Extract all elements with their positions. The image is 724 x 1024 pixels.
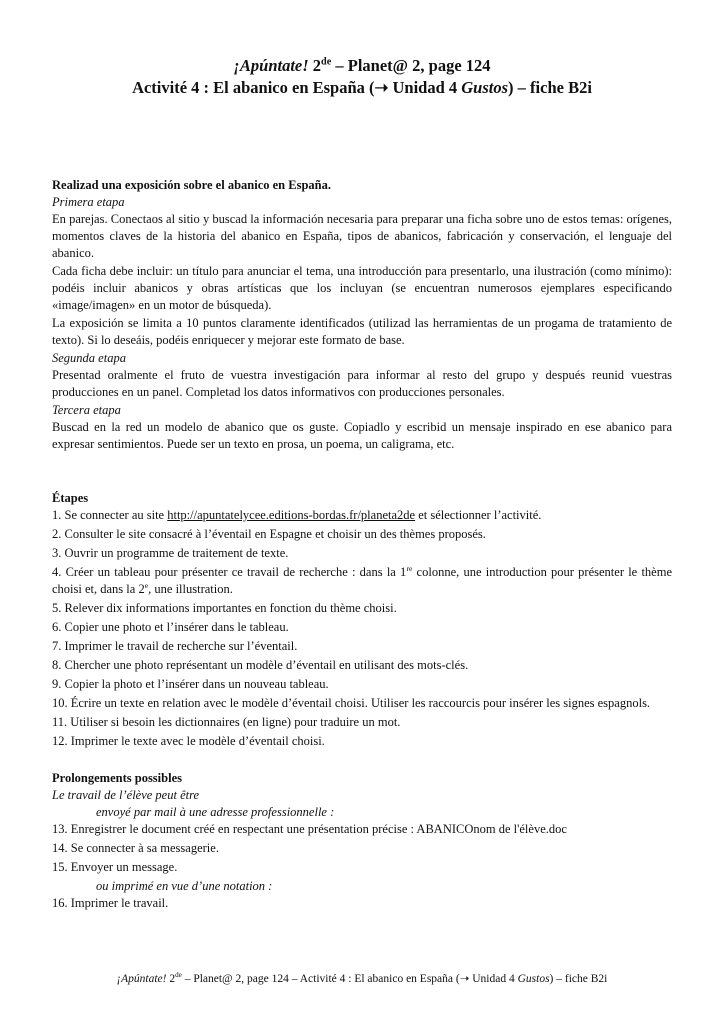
stage-3-paragraph: Buscad en la red un modelo de abanico que os guste. Copiadlo y escribid un mensaje inspirado en ese abanico para expresar sentimientos. Puede ser un texto en prosa, un poema, un caligrama, etc.: [52, 420, 672, 451]
header-level: 2: [312, 56, 322, 75]
footer-brand: ¡Apúntate!: [116, 973, 167, 985]
step-1: [52, 507, 672, 524]
step-3: 3. Ouvrir un programme de traitement de texte.: [52, 546, 289, 560]
step-16: 16. Imprimer le travail.: [52, 896, 169, 910]
footer-level-sup: de: [175, 971, 182, 980]
step-4: [52, 564, 672, 598]
page-footer: [0, 972, 724, 986]
step-1-text-a: 1. Se connecter au site: [52, 508, 168, 522]
step-12: 12. Imprimer le texte avec le modèle d’éventail choisi.: [52, 734, 325, 748]
step-4-text-a: 4. Créer un tableau pour présenter ce travail de recherche : dans la 1: [52, 565, 407, 579]
prolongements-intro: Le travail de l’élève peut être: [52, 788, 200, 802]
step-4-sup-1: re: [406, 563, 413, 573]
step-14: 14. Se connecter à sa messagerie.: [52, 841, 219, 855]
prolongements-title: Prolongements possibles: [52, 771, 182, 785]
step-13: 13. Enregistrer le document créé en respectant une présentation précise : ABANICOnom de l'élève.doc: [52, 822, 567, 836]
arrow-icon: ➝: [374, 78, 389, 97]
step-1-text-b: et sélectionner l’activité.: [415, 508, 542, 522]
header-activity: Activité 4 : El abanico en España (: [132, 78, 375, 97]
step-7: 7. Imprimer le travail de recherche sur l’éventail.: [52, 639, 298, 653]
prolongements-list-2: [52, 895, 672, 912]
header-suffix: ) – fiche B2i: [508, 78, 592, 97]
step-2: 2. Consulter le site consacré à l’éventail en Espagne et choisir un des thèmes proposés.: [52, 527, 486, 541]
stage-3-label: Tercera etapa: [52, 403, 121, 417]
step-9: 9. Copier la photo et l’insérer dans un nouveau tableau.: [52, 677, 329, 691]
stage-1-label: Primera etapa: [52, 195, 125, 209]
header-unit-italic: Gustos: [461, 78, 509, 97]
site-link[interactable]: http://apuntatelycee.editions-bordas.fr/planeta2de: [167, 508, 416, 522]
etapes-title: Étapes: [52, 491, 89, 505]
stage-2-paragraph: Presentad oralmente el fruto de vuestra investigación para informar al resto del grupo y después reunid vuestras producciones en un panel. Completad los datos informativos con producciones personales.: [52, 368, 672, 399]
prolongements-list-1: [52, 821, 672, 876]
footer-unit: Unidad 4: [469, 973, 518, 985]
step-4-text-c: , une illustration.: [148, 582, 233, 596]
spacer: [52, 454, 672, 490]
step-8: 8. Chercher une photo représentant un modèle d’éventail en utilisant des mots-clés.: [52, 658, 469, 672]
intro-title: Realizad una exposición sobre el abanico en España.: [52, 178, 331, 192]
footer-text-b: ) – fiche B2i: [549, 973, 608, 985]
step-5: 5. Relever dix informations importantes en fonction du thème choisi.: [52, 601, 397, 615]
header-level-sup: de: [321, 56, 332, 68]
header-brand: ¡Apúntate!: [233, 56, 309, 75]
stage-1-paragraph-2: Cada ficha debe incluir: un título para anunciar el tema, una introducción para presentarlo, una ilustración (como mínimo): podéis incluir abanicos y obras artísticas que los incluyan (se encuentran numerosos ejemplares especificando «image/imagen» en un motor de búsqueda).: [52, 264, 672, 312]
spacer: [52, 752, 672, 770]
stage-1-paragraph-1: En parejas. Conectaos al sitio y buscad la información necesaria para preparar una ficha sobre uno de estos temas: orígenes, momentos claves de la historia del abanico en España, tipos de abanicos, fabricación y conservación, el lenguaje del abanico.: [52, 212, 672, 260]
page-header: [0, 55, 724, 99]
arrow-icon: ➝: [459, 973, 470, 985]
prolongements-option-print: ou imprimé en vue d’une notation :: [96, 879, 273, 893]
header-subtitle: – Planet@ 2, page 124: [335, 56, 491, 75]
step-11: 11. Utiliser si besoin les dictionnaires (en ligne) pour traduire un mot.: [52, 715, 401, 729]
step-15: 15. Envoyer un message.: [52, 860, 178, 874]
footer-text-a: – Planet@ 2, page 124 – Activité 4 : El abanico en España (: [181, 973, 460, 985]
etapes-list: [52, 507, 672, 750]
main-content: [52, 177, 672, 914]
footer-unit-italic: Gustos: [517, 973, 550, 985]
step-10: 10. Écrire un texte en relation avec le modèle d’éventail choisi. Utiliser les raccourcis pour insérer les signes espagnols.: [52, 696, 651, 710]
footer-level: 2: [166, 973, 176, 985]
step-6: 6. Copier une photo et l’insérer dans le tableau.: [52, 620, 289, 634]
step-4-sup-2: e: [144, 580, 149, 590]
step-4-text-b: colonne, une introduction pour présenter le thème choisi et, dans la 2: [52, 565, 672, 596]
header-unit: Unidad 4: [388, 78, 462, 97]
prolongements-option-mail: envoyé par mail à une adresse professionnelle :: [96, 805, 335, 819]
stage-1-paragraph-3: La exposición se limita a 10 puntos claramente identificados (utilizad las herramientas de un progama de tratamiento de texto). Si lo deseáis, podéis enriquecer y mejorar este formato de base.: [52, 316, 672, 347]
stage-2-label: Segunda etapa: [52, 351, 126, 365]
header-line-1: [0, 55, 724, 77]
header-line-2: [0, 77, 724, 99]
